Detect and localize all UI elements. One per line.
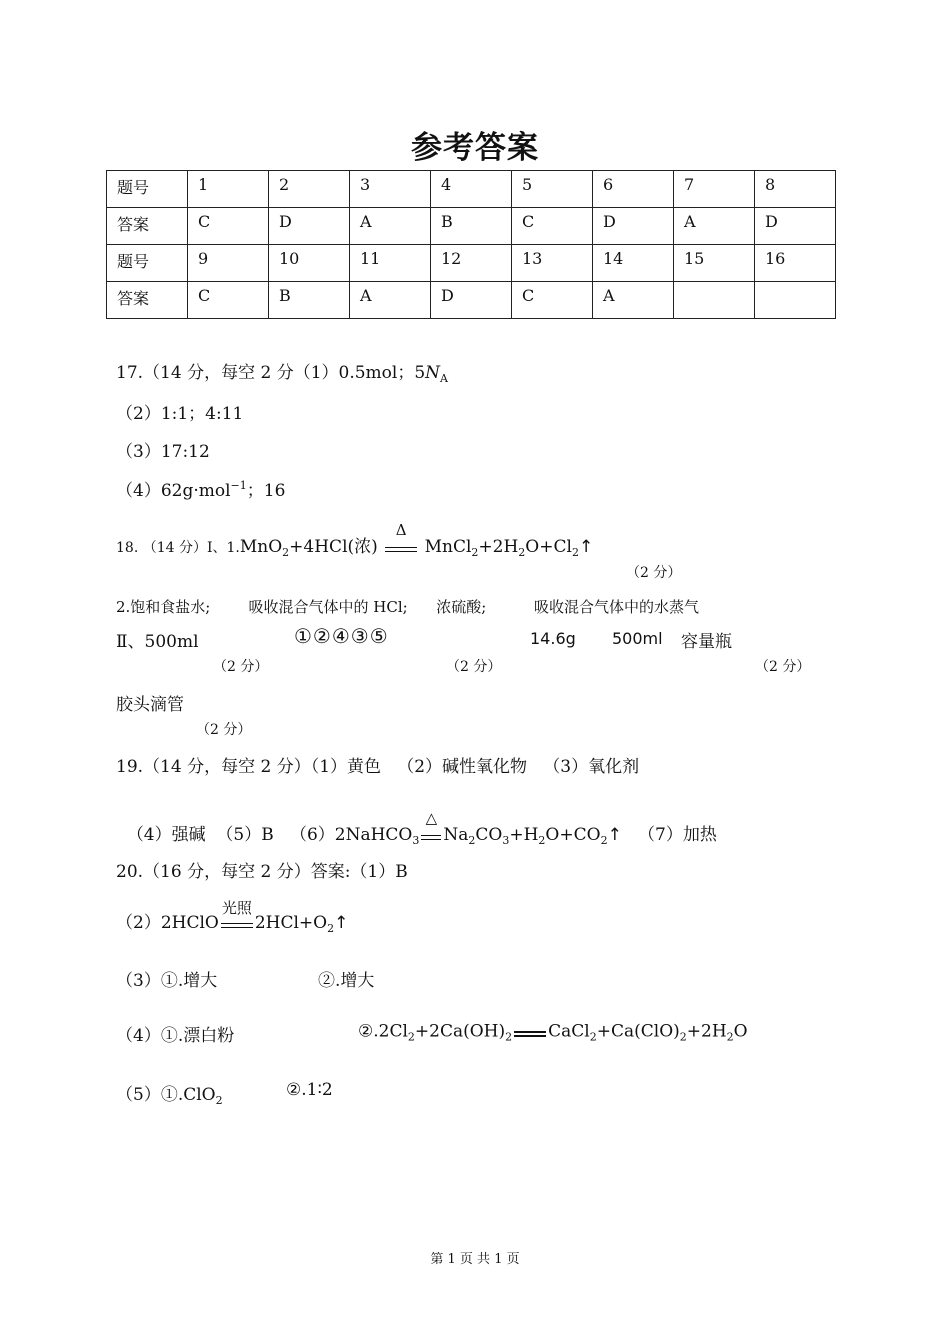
- table-cell: D: [755, 208, 836, 245]
- table-row: [107, 282, 836, 319]
- q18-score-3: （2 分）: [446, 659, 502, 675]
- table-row: [107, 208, 836, 245]
- q18-volume: 500ml: [612, 629, 663, 648]
- q20-part3-b: ②.增大: [318, 971, 375, 991]
- table-cell: C: [188, 208, 269, 245]
- q18-flask: 容量瓶: [681, 632, 732, 652]
- q18-score-2: （2 分）: [213, 659, 269, 675]
- q20-part2: （2）2HClO 光照 $2HCl+O_2↑$: [116, 898, 349, 935]
- q20-part5-b: ②.1∶2: [286, 1080, 333, 1100]
- q20-line1: 20.（16 分，每空 2 分）答案:（1）B: [116, 862, 408, 882]
- q20-part4-a: （4）①.漂白粉: [116, 1026, 235, 1046]
- table-row: [107, 245, 836, 282]
- table-cell: A: [593, 282, 674, 319]
- q18-score-4: （2 分）: [755, 659, 811, 675]
- table-cell: D: [593, 208, 674, 245]
- table-cell: 3: [350, 171, 431, 208]
- q18-dropper: 胶头滴管: [116, 695, 184, 715]
- table-cell: [674, 282, 755, 319]
- table-cell: [755, 282, 836, 319]
- table-cell: C: [188, 282, 269, 319]
- reaction-equal-sign: [512, 1021, 548, 1043]
- table-row-header: 答案: [107, 282, 188, 319]
- table-cell: 1: [188, 171, 269, 208]
- table-cell: D: [431, 282, 512, 319]
- q17-part2: （2）1:1；4:11: [116, 404, 244, 424]
- q18-header: 18. （14 分）Ⅰ、1.MnO$_2$+4HCl(浓) Δ $MnCl_2+2H_2O+Cl_2↑$: [116, 520, 594, 559]
- table-cell: D: [269, 208, 350, 245]
- q20-part3-a: （3）①.增大: [116, 971, 218, 991]
- table-cell: 14: [593, 245, 674, 282]
- table-cell: 11: [350, 245, 431, 282]
- table-cell: C: [512, 282, 593, 319]
- q20-part4-b: $②.2Cl_2+2Ca(OH)_2$ $CaCl_2+Ca(ClO)_2+2H_2O$: [358, 1021, 748, 1044]
- table-cell: C: [512, 208, 593, 245]
- table-cell: 9: [188, 245, 269, 282]
- page-title: 参考答案: [411, 130, 539, 166]
- table-cell: 6: [593, 171, 674, 208]
- q18-score-5: （2 分）: [196, 722, 252, 738]
- q18-score-1: （2 分）: [626, 565, 682, 581]
- reaction-heat-sign: Δ: [383, 537, 419, 559]
- gas-up-arrow-icon-3: ↑: [334, 913, 349, 933]
- q18-sequence: ①②④③⑤: [294, 624, 389, 648]
- q18-part2-label: Ⅱ、500ml: [116, 632, 199, 652]
- reaction-heat-sign-2: △: [419, 825, 443, 847]
- table-cell: A: [674, 208, 755, 245]
- q18-line2: 2.饱和食盐水; 吸收混合气体中的 HCl; 浓硫酸; 吸收混合气体中的水蒸气: [116, 598, 700, 616]
- table-row-header: 题号: [107, 171, 188, 208]
- q18-mass: 14.6g: [530, 629, 576, 648]
- table-cell: 5: [512, 171, 593, 208]
- q19-line2: （4）强碱 （5）B （6）2NaHCO$_3$ △ $Na_2CO_3+H_2O+CO_2↑$ （7）加热: [126, 808, 717, 847]
- gas-up-arrow-icon: ↑: [578, 537, 594, 557]
- q17-part4: （4）62g·mol$^{-1}$；16: [116, 479, 286, 501]
- table-cell: B: [269, 282, 350, 319]
- table-row-header: 题号: [107, 245, 188, 282]
- table-cell: 15: [674, 245, 755, 282]
- table-row-header: 答案: [107, 208, 188, 245]
- page-footer: 第 1 页 共 1 页: [430, 1252, 520, 1267]
- gas-up-arrow-icon-2: ↑: [607, 825, 622, 845]
- table-cell: 4: [431, 171, 512, 208]
- table-cell: 12: [431, 245, 512, 282]
- q19-line1: 19.（14 分，每空 2 分）（1）黄色 （2）碱性氧化物 （3）氧化剂: [116, 757, 640, 777]
- answer-table: [106, 170, 836, 319]
- table-row: [107, 171, 836, 208]
- table-cell: 8: [755, 171, 836, 208]
- table-cell: 10: [269, 245, 350, 282]
- q17-header: 17.（14 分，每空 2 分（1）0.5mol；$5N_A$: [116, 363, 448, 385]
- q17-part3: （3）17:12: [116, 442, 210, 462]
- table-cell: A: [350, 282, 431, 319]
- table-cell: 7: [674, 171, 755, 208]
- light-condition-sign: 光照: [219, 913, 255, 935]
- q20-part5-a: （5）①.ClO$_2$: [116, 1085, 223, 1107]
- table-cell: 2: [269, 171, 350, 208]
- table-cell: B: [431, 208, 512, 245]
- table-cell: 13: [512, 245, 593, 282]
- table-cell: A: [350, 208, 431, 245]
- table-cell: 16: [755, 245, 836, 282]
